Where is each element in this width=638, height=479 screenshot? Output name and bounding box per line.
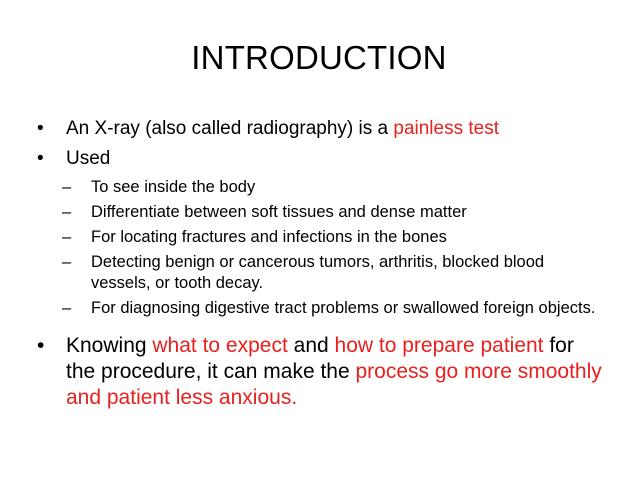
highlight-text: painless test <box>393 118 499 139</box>
bullet-knowing <box>37 333 607 411</box>
dash-icon: – <box>62 253 72 271</box>
sub-item <box>37 227 607 248</box>
bullet-icon: • <box>37 118 44 139</box>
sub-item-text: For diagnosing digestive tract problems or swallowed foreign objects. <box>91 299 596 317</box>
dash-icon: – <box>62 228 72 246</box>
slide-title: INTRODUCTION <box>191 39 447 76</box>
sub-item <box>37 298 607 319</box>
highlight-text: what to expect <box>152 334 288 357</box>
sub-item-text: For locating fractures and infections in the bones <box>91 228 447 246</box>
sub-item <box>37 177 607 198</box>
dash-icon: – <box>62 299 72 317</box>
sub-item-text: To see inside the body <box>91 178 256 196</box>
sub-item-text: Differentiate between soft tissues and dense matter <box>91 203 467 221</box>
highlight-text: process go more smoothly and patient less anxious. <box>66 360 602 409</box>
used-sublist <box>37 177 607 319</box>
bullet-used <box>37 147 607 171</box>
sub-item-text: Detecting benign or cancerous tumors, arthritis, blocked blood vessels, or tooth decay. <box>91 253 545 292</box>
sub-item <box>37 202 607 223</box>
bullet-text: Used <box>66 148 111 169</box>
highlight-text: how to prepare patient <box>334 334 544 357</box>
bullet-text: for the procedure, it can make the <box>66 334 574 383</box>
bullet-text: and <box>287 334 335 357</box>
bullet-text: An X-ray (also called radiography) is a <box>66 118 394 139</box>
bullet-icon: • <box>37 148 44 169</box>
dash-icon: – <box>62 178 72 196</box>
sub-item <box>37 252 607 294</box>
slide-content <box>37 117 607 417</box>
bullet-icon: • <box>37 334 45 357</box>
bullet-text: Knowing <box>66 334 153 357</box>
dash-icon: – <box>62 203 72 221</box>
bullet-xray-definition <box>37 117 607 141</box>
